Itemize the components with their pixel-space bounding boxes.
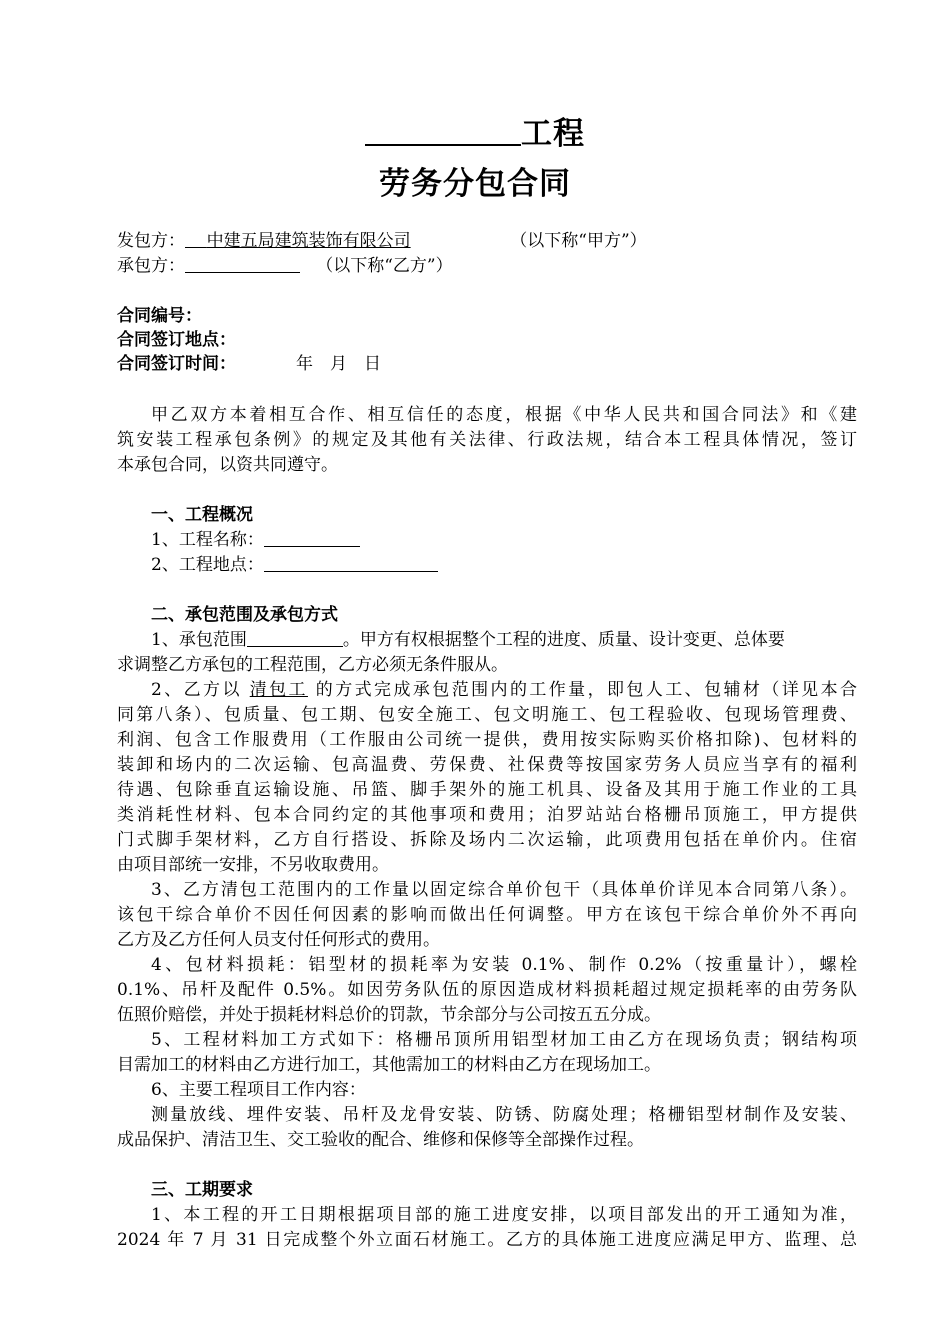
section1-item1: 1、工程名称： [151, 528, 857, 552]
preamble-line-1: 甲乙双方本着相互合作、相互信任的态度，根据《中华人民共和国合同法》和《建 [151, 405, 857, 425]
section2-p2-line8: 由项目部统一安排，不另收取费用。 [117, 855, 389, 875]
section2-p6: 6、主要工程项目工作内容： [151, 1080, 366, 1100]
section2-p1-line1: 1、承包范围 。甲方有权根据整个工程的进度、质量、设计变更、总体要 [151, 630, 785, 650]
section3-p1-line1: 1、本工程的开工日期根据项目部的施工进度安排，以项目部发出的开工通知为准， [151, 1205, 857, 1225]
section2-p4-line2: 0.1%、吊杆及配件 0.5%。如因劳务队伍的原因造成材料损耗超过规定损耗率的由劳务队 [117, 980, 857, 1000]
section1-heading: 一、工程概况 [151, 505, 253, 525]
section2-p1-line2: 求调整乙方承包的工程范围，乙方必须无条件服从。 [117, 655, 508, 675]
section2-p7-line1: 测量放线、埋件安装、吊杆及龙骨安装、防锈、防腐处理；格栅铝型材制作及安装、 [151, 1105, 857, 1125]
subcontractor-line: 承包方： （以下称“乙方”） [117, 256, 453, 276]
section2-p2-line5: 待遇、包除垂直运输设施、吊篮、脚手架外的施工机具、设备及其用于施工作业的工具 [117, 780, 857, 800]
subcontractor-blank [185, 254, 300, 273]
section2-p3-line1: 3、乙方清包工范围内的工作量以固定综合单价包干（具体单价详见本合同第八条）。 [151, 880, 857, 900]
preamble-line-2: 筑安装工程承包条例》的规定及其他有关法律、行政法规，结合本工程具体情况，签订 [117, 430, 857, 450]
section2-p3-line3: 乙方及乙方任何人员支付任何形式的费用。 [117, 930, 440, 950]
section1-item2: 2、工程地点： [151, 553, 857, 577]
section2-p2-line6: 类消耗性材料、包本合同约定的其他事项和费用；泊罗站站台格栅吊顶施工，甲方提供 [117, 805, 857, 825]
section2-p7-line2: 成品保护、清洁卫生、交工验收的配合、维修和保修等全部操作过程。 [117, 1130, 644, 1150]
section2-heading: 二、承包范围及承包方式 [151, 605, 338, 625]
preamble-line-3: 本承包合同，以资共同遵守。 [117, 455, 338, 475]
section2-p2-line1: 2、乙方以 清包工 的方式完成承包范围内的工作量，即包人工、包辅材（详见本合 [151, 680, 857, 700]
section2-p2-line7: 门式脚手架材料，乙方自行搭设、拆除及场内二次运输，此项费用包括在单价内。住宿 [117, 830, 857, 850]
section2-p2-line4: 装卸和场内的二次运输、包高温费、劳保费、社保费等按国家劳务人员应当享有的福利 [117, 755, 857, 775]
section2-p4-line1: 4、包材料损耗：铝型材的损耗率为安装 0.1%、制作 0.2%（按重量计），螺栓 [151, 955, 857, 975]
section2-p2-line3: 利润、包含工作服费用（工作服由公司统一提供，费用按实际购买价格扣除)、包材料的 [117, 730, 857, 750]
contractor-line: 发包方： 中建五局建筑装饰有限公司 （以下称“甲方”） [117, 231, 647, 251]
section3-p1-line2: 2024 年 7 月 31 日完成整个外立面石材施工。乙方的具体施工进度应满足甲方、监理、总 [117, 1230, 857, 1250]
contractor-name: 中建五局建筑装饰有限公司 [206, 231, 411, 251]
contract-place: 合同签订地点： [117, 330, 236, 350]
contract-number: 合同编号： [117, 306, 202, 326]
title-project: 工程 [0, 108, 950, 153]
contract-time: 合同签订时间： 年 月 日 [117, 354, 381, 374]
section2-p3-line2: 该包干综合单价不因任何因素的影响而做出任何调整。甲方在该包干综合单价外不再向 [117, 905, 857, 925]
section2-p2-line2: 同第八条）、包质量、包工期、包安全施工、包文明施工、包工程验收、包现场管理费、 [117, 705, 857, 725]
section2-p5-line1: 5、工程材料加工方式如下：格栅吊顶所用铝型材加工由乙方在现场负责；钢结构项 [151, 1030, 857, 1050]
section3-heading: 三、工期要求 [151, 1180, 253, 1200]
project-name-blank [365, 114, 521, 146]
section2-p4-line3: 伍照价赔偿，并处于损耗材料总价的罚款，节余部分与公司按五五分成。 [117, 1005, 661, 1025]
title-contract: 劳务分包合同 [379, 166, 571, 202]
section2-p5-line2: 目需加工的材料由乙方进行加工，其他需加工的材料由乙方在现场加工。 [117, 1055, 661, 1075]
